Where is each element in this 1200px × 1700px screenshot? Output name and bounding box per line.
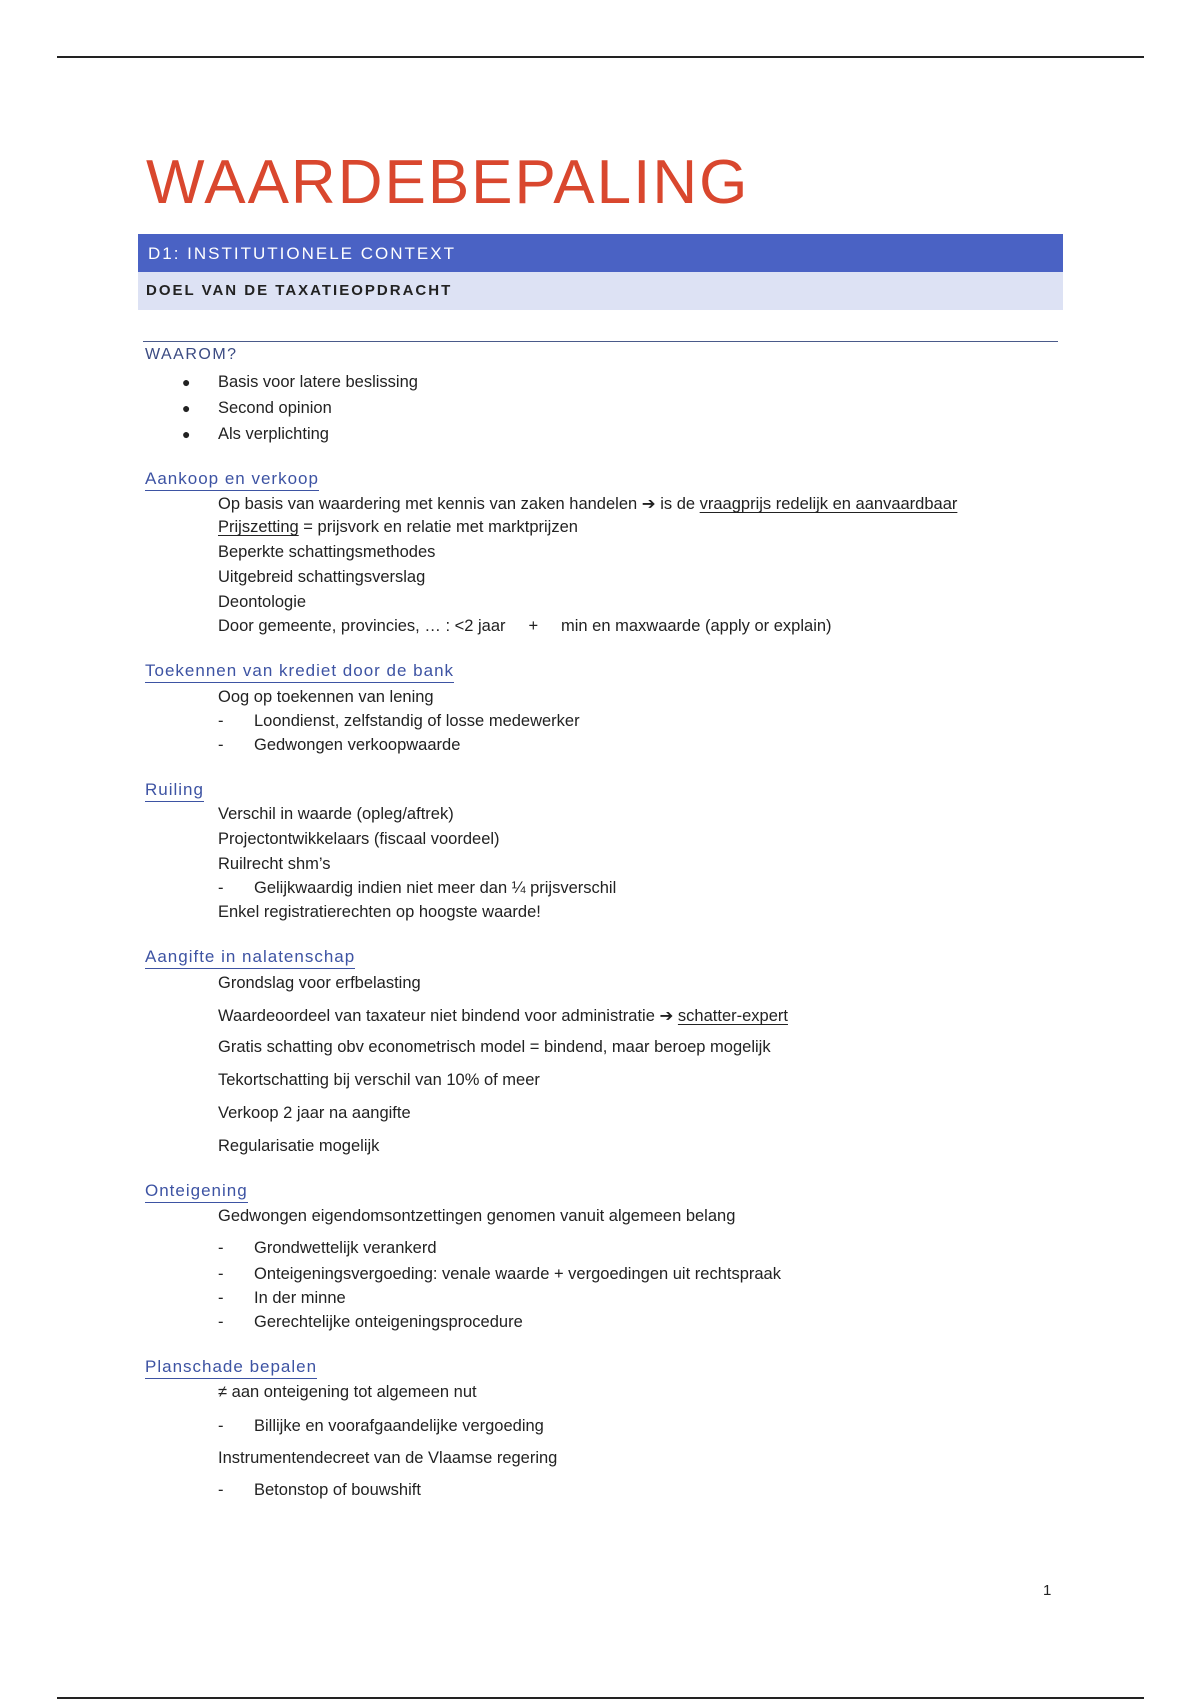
waarom-heading: WAAROM? [145,346,238,363]
text-line: ≠ aan onteigening tot algemeen nut [218,1383,477,1401]
section-heading-aankoop: Aankoop en verkoop [145,469,319,491]
text-line: Verkoop 2 jaar na aangifte [218,1104,411,1122]
section-heading-onteigening: Onteigening [145,1181,248,1203]
arrow-right-icon: ➔ [659,1007,674,1025]
document-title: WAARDEBEPALING [146,148,750,217]
section-heading-ruiling: Ruiling [145,780,204,802]
text-line: Deontologie [218,593,307,611]
text-line: Enkel registratierechten op hoogste waarde! [218,903,541,921]
section-heading-nalatenschap: Aangifte in nalatenschap [145,947,355,969]
heading1-bar [138,234,1063,272]
heading3-rule [143,341,1058,342]
text-line: Prijszetting = prijsvork en relatie met marktprijzen [218,518,578,536]
text-line: Waardeoordeel van taxateur niet bindend voor administratie ➔ schatter-expert [218,1007,788,1025]
top-rule [57,56,1144,58]
text-line: Gratis schatting obv econometrisch model = bindend, maar beroep mogelijk [218,1038,771,1056]
text-line: Tekortschatting bij verschil van 10% of meer [218,1071,540,1089]
section-heading-planschade: Planschade bepalen [145,1357,317,1379]
heading2-text: DOEL VAN DE TAXATIEOPDRACHT [146,282,453,299]
list-item: ● Basis voor latere beslissing [182,373,418,391]
text-line: Instrumentendecreet van de Vlaamse regering [218,1449,558,1467]
text-line: Uitgebreid schattingsverslag [218,568,426,586]
text-line: Op basis van waardering met kennis van zaken handelen ➔ is de vraagprijs redelijk en aanvaardbaar [218,495,958,513]
list-item: - Loondienst, zelfstandig of losse medewerker [218,712,580,730]
list-item: - Grondwettelijk verankerd [218,1239,437,1257]
list-item: ● Als verplichting [182,425,329,443]
list-item: ● Second opinion [182,399,332,417]
section-heading-krediet: Toekennen van krediet door de bank [145,661,454,683]
text-line: Grondslag voor erfbelasting [218,974,421,992]
list-item: - Betonstop of bouwshift [218,1481,421,1499]
list-item: - Gedwongen verkoopwaarde [218,736,461,754]
text-line: Projectontwikkelaars (fiscaal voordeel) [218,830,500,848]
heading1-text: D1: INSTITUTIONELE CONTEXT [148,244,456,263]
bottom-rule [57,1697,1144,1699]
text-line: Regularisatie mogelijk [218,1137,380,1155]
text-line: Gedwongen eigendomsontzettingen genomen vanuit algemeen belang [218,1207,736,1225]
list-item: - Billijke en voorafgaandelijke vergoeding [218,1417,544,1435]
list-item: - Gerechtelijke onteigeningsprocedure [218,1313,523,1331]
list-item: - In der minne [218,1289,346,1307]
text-line: Door gemeente, provincies, … : <2 jaar + min en maxwaarde (apply or explain) [218,617,832,635]
heading2-bar [138,272,1063,310]
text-line: Verschil in waarde (opleg/aftrek) [218,805,454,823]
list-item: - Onteigeningsvergoeding: venale waarde + vergoedingen uit rechtspraak [218,1265,781,1283]
arrow-right-icon: ➔ [641,495,656,513]
list-item: - Gelijkwaardig indien niet meer dan ¼ prijsverschil [218,879,617,897]
text-line: Oog op toekennen van lening [218,688,434,706]
page-number: 1 [1043,1582,1052,1599]
text-line: Beperkte schattingsmethodes [218,543,436,561]
text-line: Ruilrecht shm’s [218,855,331,873]
